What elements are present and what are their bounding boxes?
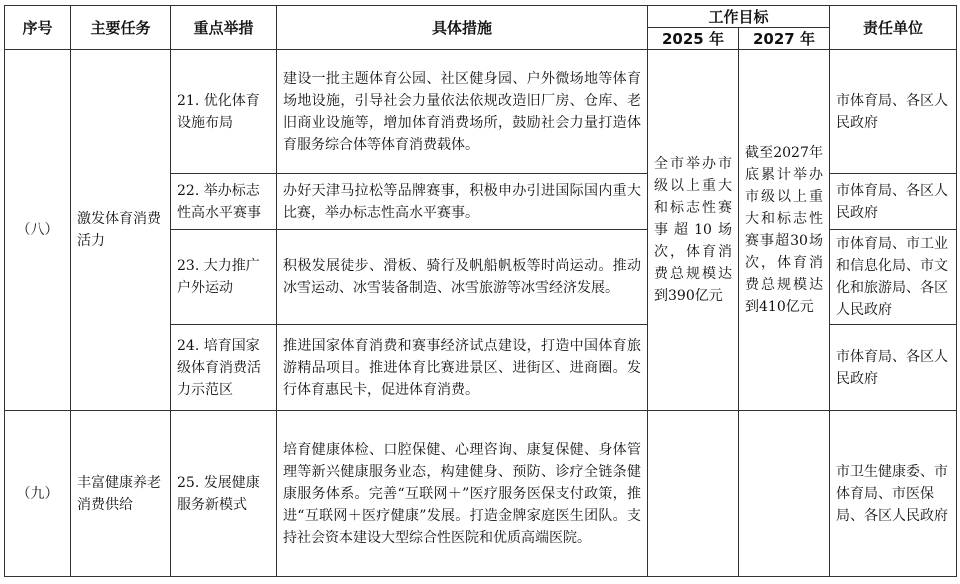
measures-table bbox=[4, 5, 957, 577]
header-target: 工作目标 bbox=[648, 6, 830, 28]
header-no: 序号 bbox=[5, 6, 71, 50]
table-row bbox=[5, 50, 957, 174]
header-year-2027: 2027 年 bbox=[739, 28, 830, 50]
measure-cell: 24. 培育国家级体育消费活力示范区 bbox=[171, 325, 277, 411]
table-row bbox=[5, 411, 957, 577]
section-no: （九） bbox=[5, 411, 71, 577]
detail-cell: 培育健康体检、口腔保健、心理咨询、康复保健、身体管理等新兴健康服务业态，构建健身、预防、诊疗全链条健康服务体系。完善“互联网＋”医疗服务医保支付政策，推进“互联网＋医疗健康”发展。打造金牌家庭医生团队。支持社会资本建设大型综合性医院和优质高端医院。 bbox=[277, 411, 648, 577]
header-year-2025: 2025 年 bbox=[648, 28, 739, 50]
target-2027-cell: 截至2027年底累计举办市级以上重大和标志性赛事超30场次，体育消费总规模达到410亿元 bbox=[739, 50, 830, 411]
detail-cell: 建设一批主题体育公园、社区健身园、户外微场地等体育场地设施，引导社会力量依法依规改造旧厂房、仓库、老旧商业设施等，增加体育消费场所，鼓励社会力量打造体育服务综合体等体育消费载体。 bbox=[277, 50, 648, 174]
header-measure: 重点举措 bbox=[171, 6, 277, 50]
unit-cell: 市体育局、市工业和信息化局、市文化和旅游局、各区人民政府 bbox=[830, 230, 957, 325]
header-row bbox=[5, 6, 957, 28]
measure-cell: 23. 大力推广户外运动 bbox=[171, 230, 277, 325]
header-task: 主要任务 bbox=[71, 6, 171, 50]
section-task: 丰富健康养老消费供给 bbox=[71, 411, 171, 577]
unit-cell: 市卫生健康委、市体育局、市医保局、各区人民政府 bbox=[830, 411, 957, 577]
target-2027-cell-empty bbox=[739, 411, 830, 577]
section-no: （八） bbox=[5, 50, 71, 411]
detail-cell: 积极发展徒步、滑板、骑行及帆船帆板等时尚运动。推动冰雪运动、冰雪装备制造、冰雪旅游等冰雪经济发展。 bbox=[277, 230, 648, 325]
measure-cell: 25. 发展健康服务新模式 bbox=[171, 411, 277, 577]
detail-cell: 办好天津马拉松等品牌赛事，积极申办引进国际国内重大比赛，举办标志性高水平赛事。 bbox=[277, 174, 648, 230]
target-2025-cell-empty bbox=[648, 411, 739, 577]
section-task: 激发体育消费活力 bbox=[71, 50, 171, 411]
target-2025-cell: 全市举办市级以上重大和标志性赛事超10场次，体育消费总规模达到390亿元 bbox=[648, 50, 739, 411]
header-detail: 具体措施 bbox=[277, 6, 648, 50]
measure-cell: 21. 优化体育设施布局 bbox=[171, 50, 277, 174]
measure-cell: 22. 举办标志性高水平赛事 bbox=[171, 174, 277, 230]
unit-cell: 市体育局、各区人民政府 bbox=[830, 50, 957, 174]
unit-cell: 市体育局、各区人民政府 bbox=[830, 325, 957, 411]
unit-cell: 市体育局、各区人民政府 bbox=[830, 174, 957, 230]
header-unit: 责任单位 bbox=[830, 6, 957, 50]
detail-cell: 推进国家体育消费和赛事经济试点建设，打造中国体育旅游精品项目。推进体育比赛进景区、进街区、进商圈。发行体育惠民卡，促进体育消费。 bbox=[277, 325, 648, 411]
